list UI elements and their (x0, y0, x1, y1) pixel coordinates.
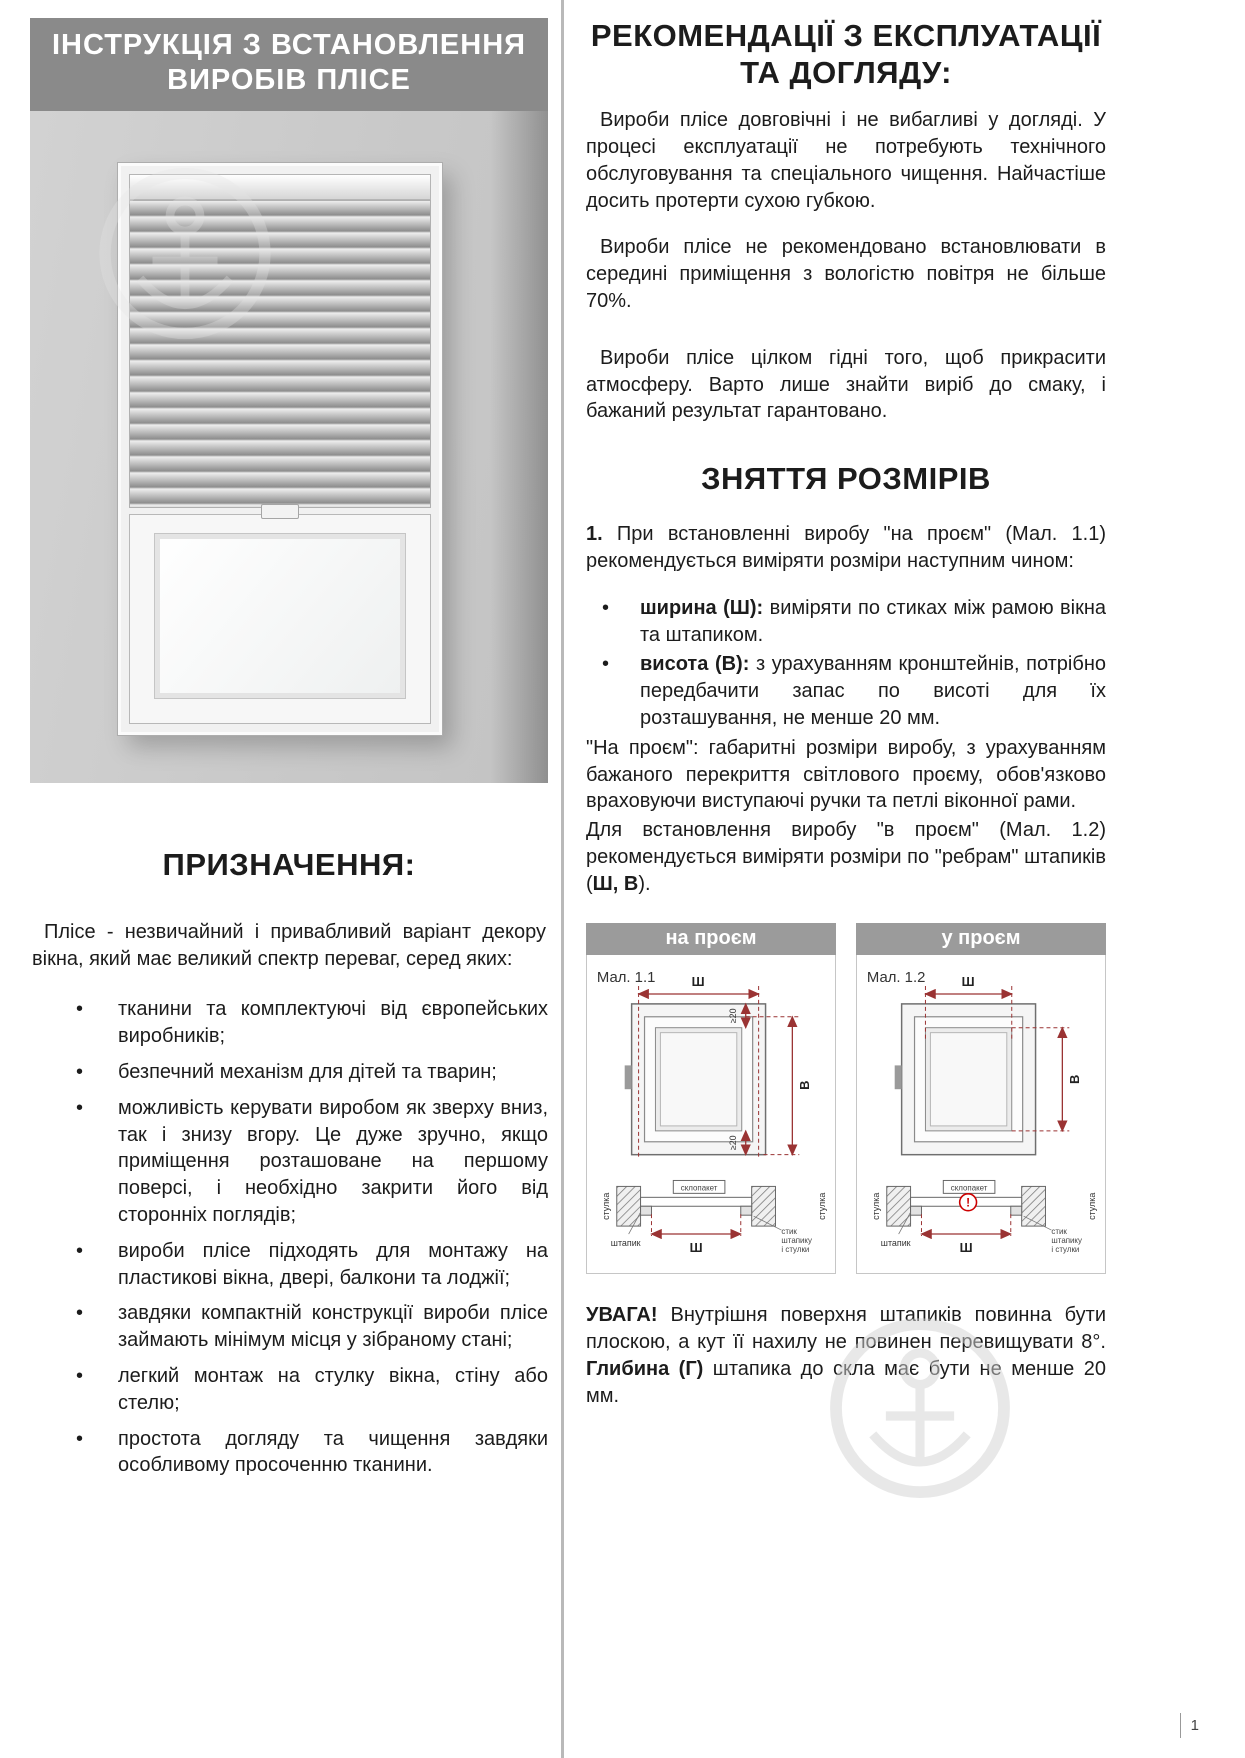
attention-text-1: Внутрішня поверхня штапиків повинна бути плоскою, а кут її нахилу не повинен перевищувати 8°. (586, 1304, 1106, 1354)
diagram-figure-1-1 (587, 955, 835, 1273)
right-column (586, 18, 1106, 1430)
tolerance-bottom-label: ≥20 (727, 1135, 738, 1151)
v-proem-paragraph (586, 817, 1106, 897)
blind-handle-tab (261, 504, 299, 519)
purpose-bullet-text: можливість керувати виробом як зверху вниз, так і знизу вгору. Це дуже зручно, якщо приміщення розташоване на першому поверсі, і необхідно закрити його від сторонніх поглядів; (118, 1096, 548, 1226)
tolerance-top-label: ≥20 (727, 1008, 738, 1024)
diagram-2-header: у проєм (856, 923, 1106, 955)
banner-line-2: ВИРОБІВ ПЛІСЕ (167, 64, 411, 97)
step-text: При встановленні виробу "на проєм" (Мал. 1.1) рекомендується виміряти розміри наступним чином: (586, 523, 1106, 572)
purpose-bullet-text: безпечний механізм для дітей та тварин; (118, 1060, 497, 1083)
attention-text-2: штапика до скла має бути не менше 20 мм. (586, 1358, 1106, 1407)
purpose-bullet (30, 1238, 548, 1292)
wall-shadow (490, 111, 548, 783)
window-sash (129, 514, 431, 724)
care-title-line-2: ТА ДОГЛЯДУ: (740, 54, 952, 90)
measuring-title: ЗНЯТТЯ РОЗМІРІВ (701, 461, 991, 497)
measuring-step-1 (586, 521, 1106, 575)
width-text: виміряти по стиках між рамою вікна та штапиком. (640, 596, 1106, 646)
diagram-1-header: на проєм (586, 923, 836, 955)
window-illustration (118, 163, 442, 735)
width-label: Ш (691, 974, 705, 990)
purpose-bullet (30, 1363, 548, 1417)
height-label: В (797, 1081, 813, 1091)
product-photo (30, 111, 548, 783)
joint-label-3: і стулки (781, 1245, 810, 1255)
v-proem-end: ). (638, 872, 651, 895)
banner-line-1: ІНСТРУКЦІЯ З ВСТАНОВЛЕННЯ (51, 29, 527, 61)
bead-label: штапик (610, 1238, 641, 1249)
title-banner (30, 18, 548, 111)
figure-label: Мал. 1.1 (596, 970, 656, 987)
glazing-label: склопакет (950, 1183, 988, 1193)
width-label: Ш (961, 974, 975, 990)
sash-right-label: стулка (817, 1193, 828, 1221)
page-number: 1 (1180, 1713, 1199, 1738)
width-bottom-label: Ш (959, 1240, 973, 1256)
diagram-2-body (856, 955, 1106, 1274)
v-proem-start: Для встановлення виробу "в проєм" (Мал. 1.2) рекомендується виміряти розміри по "ребрам" штапиків ( (586, 819, 1106, 895)
purpose-bullet (30, 1426, 548, 1480)
joint-label-1: стик (1051, 1227, 1067, 1237)
cross-section (871, 1181, 1097, 1255)
width-bottom-label: Ш (689, 1240, 703, 1256)
attention-paragraph (586, 1302, 1106, 1409)
measuring-bullet-width (586, 595, 1106, 649)
care-paragraph-1: Вироби плісе довговічні і не вибагливі у догляді. У процесі експлуатації не потребують технічного обслуговування та спеціального чищення. Найчастіше досить протерти сухою губкою. (586, 109, 1106, 212)
figure-label: Мал. 1.2 (866, 970, 926, 987)
step-number: 1. (586, 523, 603, 546)
purpose-title: ПРИЗНАЧЕННЯ: (162, 846, 416, 882)
purpose-bullet (30, 1095, 548, 1229)
cross-section (601, 1181, 827, 1255)
height-label: В (1067, 1075, 1083, 1085)
care-paragraph-3: Вироби плісе цілком гідні того, щоб прикрасити атмосферу. Варто лише знайти виріб до смаку, і бажаний результат гарантовано. (586, 346, 1106, 423)
na-proem-paragraph: "На проєм": габаритні розміри виробу, з урахуванням бажаного перекриття світлового проєму, обов'язково враховуючи виступаючі ручки та петлі віконної рами. (586, 736, 1106, 813)
measuring-bullet-height (586, 651, 1106, 731)
purpose-bullet-text: завдяки компактній конструкції вироби плісе займають мінімум місця у зібраному стані; (118, 1302, 548, 1352)
measuring-list (586, 595, 1106, 732)
diagram-na-proem (586, 923, 836, 1274)
bead-label: штапик (880, 1238, 911, 1249)
glazing-label: склопакет (680, 1183, 718, 1193)
height-text: з урахуванням кронштейнів, потрібно передбачити запас по висоті для їх розташування, не менше 20 мм. (640, 653, 1106, 729)
purpose-list (30, 996, 548, 1479)
purpose-bullet (30, 1300, 548, 1354)
purpose-bullet-text: простота догляду та чищення завдяки особливому просоченню тканини. (118, 1427, 548, 1477)
purpose-bullet (30, 996, 548, 1050)
care-title (586, 18, 1106, 91)
v-proem-bold: Ш, В (592, 872, 639, 895)
attention-label: УВАГА! (586, 1304, 658, 1327)
joint-label-2: штапику (1051, 1236, 1082, 1246)
attention-term: Глибина (Г) (586, 1358, 704, 1381)
measuring-diagrams (586, 923, 1106, 1274)
height-term: висота (В): (640, 653, 750, 676)
column-divider (561, 0, 564, 1758)
diagram-1-body (586, 955, 836, 1274)
sash-left-label: стулка (870, 1193, 881, 1221)
left-column (30, 18, 548, 1488)
purpose-bullet-text: тканини та комплектуючі від європейських виробників; (118, 998, 548, 1048)
purpose-bullet-text: вироби плісе підходять для монтажу на пластикові вікна, двері, балкони та лоджії; (118, 1239, 548, 1289)
care-paragraph-2: Вироби плісе не рекомендовано встановлювати в середині приміщення з вологістю повітря не більше 70%. (586, 236, 1106, 312)
window-drawing (625, 1004, 766, 1155)
sash-right-label: стулка (1087, 1193, 1098, 1221)
diagram-u-proem (856, 923, 1106, 1274)
sash-left-label: стулка (600, 1193, 611, 1221)
joint-label-2: штапику (781, 1236, 812, 1246)
diagram-figure-1-2 (857, 955, 1105, 1273)
window-drawing (895, 1004, 1036, 1155)
pleated-blind (129, 200, 431, 508)
alert-mark: ! (966, 1196, 971, 1211)
purpose-intro: Плісе - незвичайний і привабливий варіант декору вікна, який має великий спектр переваг, серед яких: (32, 920, 546, 970)
blind-cassette (129, 174, 431, 200)
window-glass (154, 533, 406, 699)
purpose-bullet-text: легкий монтаж на стулку вікна, стіну або стелю; (118, 1364, 548, 1414)
care-title-line-1: РЕКОМЕНДАЦІЇ З ЕКСПЛУАТАЦІЇ (590, 18, 1102, 53)
purpose-bullet (30, 1059, 548, 1086)
joint-label-3: і стулки (1051, 1245, 1080, 1255)
joint-label-1: стик (781, 1227, 797, 1237)
width-term: ширина (Ш): (640, 596, 764, 619)
